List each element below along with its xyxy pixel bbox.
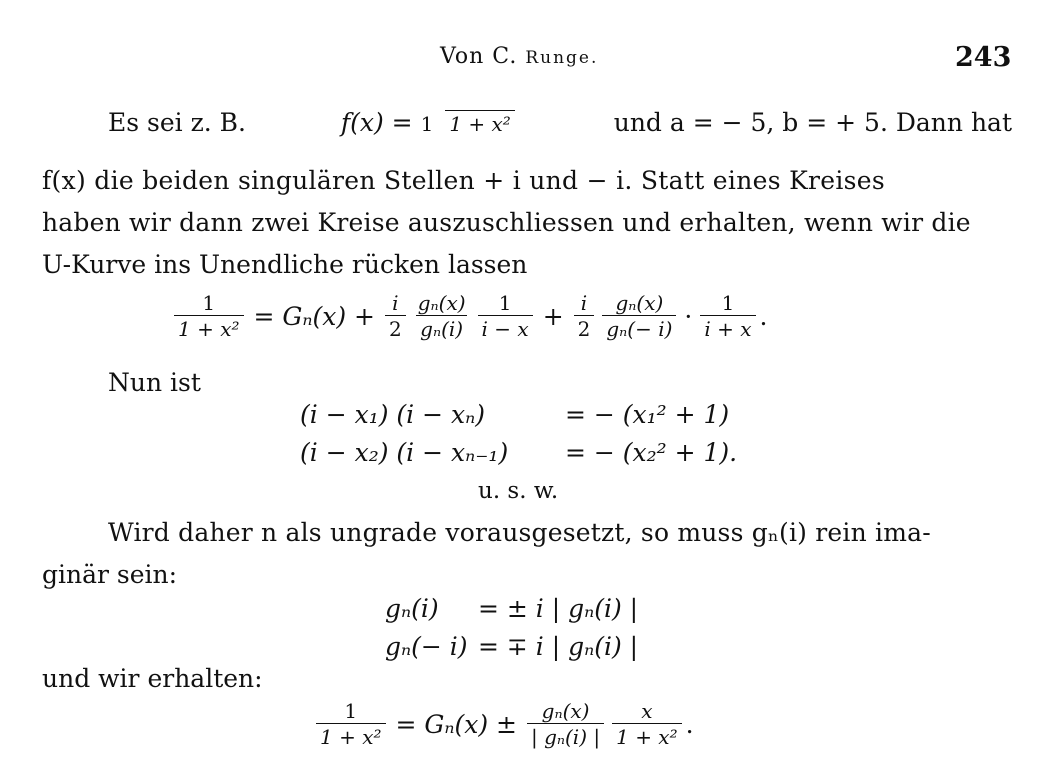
eq1-t2-ratio-den: gₙ(− i)	[602, 315, 676, 340]
p1-frac-den: 1 + x²	[445, 110, 515, 135]
nun-ist: Nun ist	[108, 368, 201, 397]
p1-fx: f(x) =	[340, 108, 413, 137]
eq1-dot: ·	[684, 301, 693, 331]
page-number: 243	[955, 42, 1012, 73]
eq1-t2-last	[700, 292, 755, 340]
author-name: Runge.	[525, 48, 599, 68]
eq2-row1-lhs: (i − x₁) (i − xₙ)	[300, 400, 485, 429]
paragraph-1-line-1	[108, 108, 1012, 137]
eq1-g-term: = Gₙ(x) +	[253, 301, 375, 331]
eq1-t2-coef-num: i	[580, 291, 588, 315]
eq4-end: .	[685, 709, 694, 739]
author-prefix: Von C.	[440, 44, 518, 69]
eq1-t1-last-num: 1	[498, 291, 512, 315]
eq1-t1-last	[478, 292, 533, 340]
eq4-ratio-den: | gₙ(i) |	[527, 723, 604, 748]
p1-rest: und a = − 5, b = + 5. Dann hat	[613, 108, 1012, 137]
paragraph-1-line-2: f(x) die beiden singulären Stellen + i und − i. Statt eines Kreises	[42, 166, 886, 195]
p1-fraction	[417, 108, 515, 137]
paragraph-2-line-2: ginär sein:	[42, 560, 178, 589]
eq1-t2-ratio	[602, 292, 676, 340]
eq1-t2-ratio-num: gₙ(x)	[615, 291, 664, 315]
usw: u. s. w.	[478, 478, 559, 504]
eq1-t1-last-den: i − x	[478, 315, 533, 340]
eq1-t1-ratio-num: gₙ(x)	[417, 291, 466, 315]
paragraph-1-line-4: U-Kurve ins Unendliche rücken lassen	[42, 250, 528, 279]
eq1-t1-coef-den: 2	[385, 315, 406, 340]
eq1-lhs-den: 1 + x²	[174, 315, 244, 340]
eq1-plus: +	[542, 301, 564, 331]
p1-start: Es sei z. B.	[108, 108, 246, 137]
eq3-row1-lhs: gₙ(i)	[385, 594, 439, 623]
und-wir-erhalten: und wir erhalten:	[42, 664, 263, 693]
eq1-t1-ratio	[414, 292, 470, 340]
eq3-row1-rhs: = ± i | gₙ(i) |	[478, 594, 639, 623]
eq1-t2-last-den: i + x	[700, 315, 755, 340]
eq4-lhs-num: 1	[344, 699, 358, 723]
eq1-lhs	[174, 292, 244, 340]
eq4-lhs	[316, 700, 386, 748]
eq4-mid: = Gₙ(x) ±	[395, 709, 517, 739]
paragraph-1-line-3: haben wir dann zwei Kreise auszuschliessen und erhalten, wenn wir die	[42, 208, 971, 237]
eq2-row2-rhs: = − (x₂² + 1).	[565, 438, 738, 467]
eq1-t2-last-num: 1	[721, 291, 735, 315]
eq1-t1-ratio-den: gₙ(i)	[416, 315, 467, 340]
eq2-row1-rhs: = − (x₁² + 1)	[565, 400, 730, 429]
eq3-row2-lhs: gₙ(− i)	[385, 632, 468, 661]
p1-frac-num: 1	[420, 112, 434, 136]
eq4-last	[612, 700, 682, 748]
eq3-row2-rhs: = ∓ i | gₙ(i) |	[478, 632, 639, 661]
eq2-row2-lhs: (i − x₂) (i − xₙ₋₁)	[300, 438, 509, 467]
eq1-t1-coef-num: i	[392, 291, 399, 315]
eq4-last-num: x	[641, 699, 653, 723]
eq4-ratio	[527, 700, 604, 748]
eq1-end: .	[759, 301, 768, 331]
equation-4	[312, 700, 694, 748]
eq1-t2-coef-den: 2	[574, 315, 595, 340]
paragraph-2-line-1: Wird daher n als ungrade vorausgesetzt, so muss gₙ(i) rein ima-	[108, 518, 931, 547]
running-head	[440, 44, 598, 69]
eq1-t2-coef	[574, 292, 595, 340]
eq4-last-den: 1 + x²	[612, 723, 682, 748]
eq1-t1-coef	[385, 292, 406, 340]
equation-1	[170, 292, 767, 340]
eq4-lhs-den: 1 + x²	[316, 723, 386, 748]
eq4-ratio-num: gₙ(x)	[541, 699, 590, 723]
eq1-lhs-num: 1	[202, 291, 216, 315]
